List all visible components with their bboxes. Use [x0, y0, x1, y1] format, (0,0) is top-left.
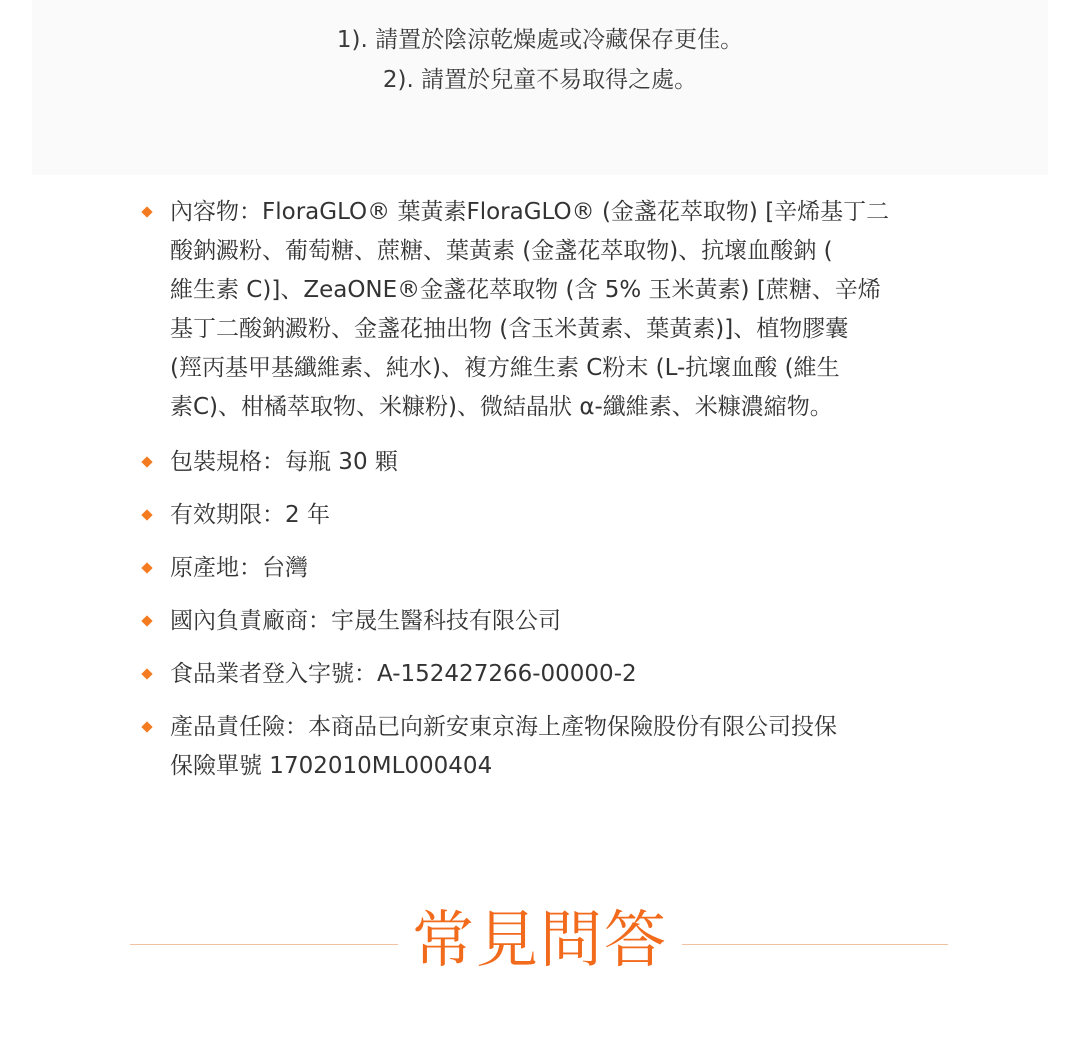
diamond-bullet-icon [141, 206, 152, 217]
faq-divider-left [130, 944, 398, 945]
ingredients-line-2: 酸鈉澱粉、葡萄糖、蔗糖、葉黃素 (金盞花萃取物)、抗壞血酸鈉 ( [170, 238, 833, 264]
info-item-origin [170, 549, 950, 588]
ingredients-line-1: FloraGLO® 葉黃素FloraGLO® (金盞花萃取物) [辛烯基丁二 [262, 199, 890, 225]
diamond-bullet-icon [141, 509, 152, 520]
diamond-bullet-icon [141, 668, 152, 679]
registration-text: 食品業者登入字號：A-152427266-00000-2 [170, 661, 637, 687]
diamond-bullet-icon [141, 456, 152, 467]
storage-notes [0, 0, 1080, 100]
ingredients-line-5: (羥丙基甲基纖維素、純水)、複方維生素 C粉末 (L-抗壞血酸 (維生 [170, 355, 840, 381]
info-item-insurance [170, 708, 950, 786]
package-text: 包裝規格：每瓶 30 顆 [170, 449, 398, 475]
info-item-package [170, 443, 950, 482]
info-item-ingredients [170, 193, 950, 427]
insurance-line-2: 保險單號 1702010ML000404 [170, 753, 493, 779]
ingredients-line-3: 維生素 C)]、ZeaONE®金盞花萃取物 (含 5% 玉米黃素) [蔗糖、辛烯 [170, 277, 881, 303]
faq-divider-right [682, 944, 948, 945]
info-item-distributor [170, 602, 950, 641]
distributor-text: 國內負責廠商：宇晟生醫科技有限公司 [170, 608, 561, 634]
storage-note-1: 1). 請置於陰涼乾燥處或冷藏保存更佳。 [336, 27, 744, 53]
info-item-registration [170, 655, 950, 694]
faq-title: 常見問答 [411, 903, 668, 976]
storage-note-2: 2). 請置於兒童不易取得之處。 [382, 67, 698, 93]
diamond-bullet-icon [141, 721, 152, 732]
diamond-bullet-icon [141, 615, 152, 626]
shelf-life-text: 有效期限：2 年 [170, 502, 330, 528]
ingredients-line-6: 素C)、柑橘萃取物、米糠粉)、微結晶狀 α-纖維素、米糠濃縮物。 [170, 394, 833, 420]
ingredients-line-4: 基丁二酸鈉澱粉、金盞花抽出物 (含玉米黃素、葉黃素)]、植物膠囊 [170, 316, 849, 342]
info-item-shelf-life [170, 496, 950, 535]
diamond-bullet-icon [141, 562, 152, 573]
faq-heading [0, 900, 1080, 980]
origin-text: 原產地：台灣 [170, 555, 308, 581]
insurance-line-1: 產品責任險：本商品已向新安東京海上產物保險股份有限公司投保 [170, 714, 837, 740]
ingredients-label: 內容物： [170, 199, 262, 225]
